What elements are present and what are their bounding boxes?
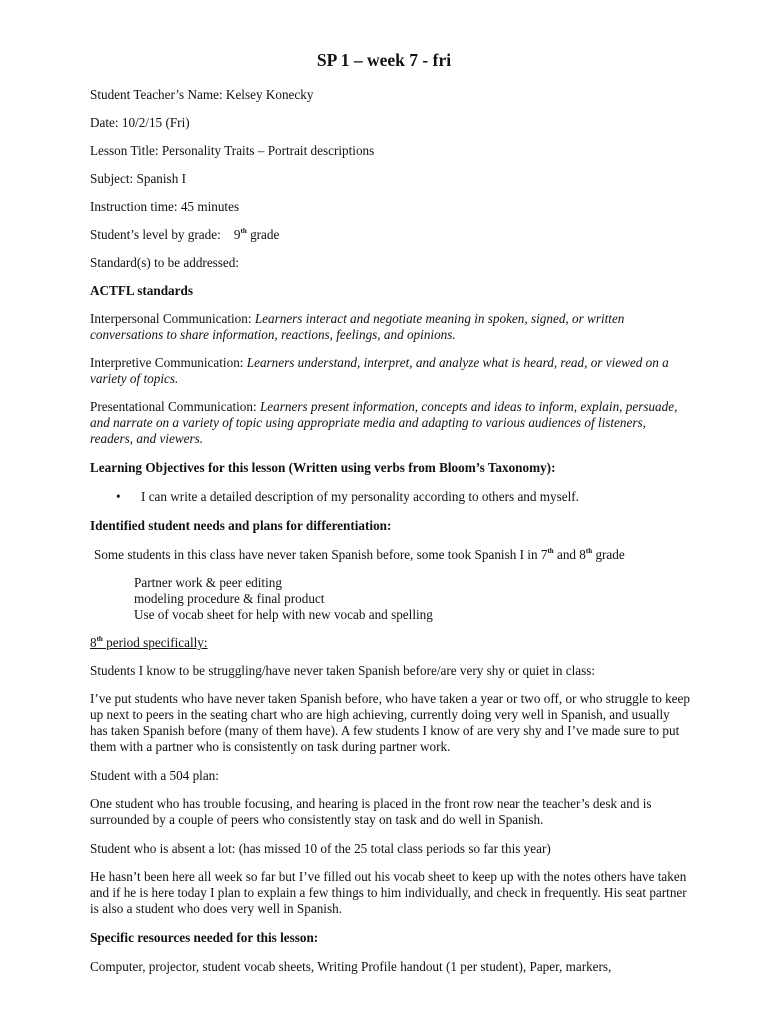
interpersonal-text: Learners interact and negotiate meaning in spoken, signed, or written conversations to share information, reactions, feelings, and opinions. [90,311,625,342]
absent-paragraph: He hasn’t been here all week so far but I’ve filled out his vocab sheet to keep up with the notes others have taken and if he is here today I plan to explain a few things to him individually, and check in frequently. His seat partner is also a student who does very well in Spanish. [90,869,687,916]
period-num: 8 [90,635,97,650]
absent-label: Student who is absent a lot: (has missed 10 of the 25 total class periods so far this year) [90,841,551,856]
needs-sup-1: th [547,547,554,555]
presentational-label: Presentational Communication: [90,399,260,414]
needs-intro [94,547,694,563]
needs-intro-a: Some students in this class have never taken Spanish before, some took Spanish I in 7 [94,547,548,562]
plan-item: modeling procedure & final product [134,591,325,606]
resources-text: Computer, projector, student vocab sheets, Writing Profile handout (1 per student), Paper, markers, [90,959,612,974]
presentational-standard [90,399,690,447]
needs-heading: Identified student needs and plans for differentiation: [90,518,392,533]
interpersonal-label: Interpersonal Communication: [90,311,255,326]
interpretive-text: Learners understand, interpret, and analyze what is heard, read, or viewed on a variety of topics. [90,355,669,386]
student-level [90,227,690,243]
interpretive-label: Interpretive Communication: [90,355,247,370]
teacher-name: Student Teacher’s Name: Kelsey Konecky [90,87,314,102]
student-level-suffix: grade [246,227,280,242]
plan-item: Use of vocab sheet for help with new vocab and spelling [134,607,433,622]
needs-intro-b: and 8 [553,547,586,562]
interpretive-standard [90,355,690,387]
plan504-label: Student with a 504 plan: [90,768,219,783]
period-sup: th [96,635,103,643]
resources-heading: Specific resources needed for this lesson: [90,930,319,945]
student-level-prefix: Student’s level by grade: 9 [90,227,241,242]
actfl-heading: ACTFL standards [90,283,193,298]
lesson-date: Date: 10/2/15 (Fri) [90,115,190,130]
plan-item: Partner work & peer editing [134,575,282,590]
objectives-heading: Learning Objectives for this lesson (Written using verbs from Bloom’s Taxonomy): [90,460,556,475]
document-title: SP 1 – week 7 - fri [316,50,452,70]
plan504-paragraph: One student who has trouble focusing, and hearing is placed in the front row near the teacher’s desk and is surrounded by a couple of peers who consistently stay on task and do well in Spanish. [90,796,652,827]
subject: Subject: Spanish I [90,171,186,186]
presentational-text: Learners present information, concepts and ideas to inform, explain, persuade, and narrate on a variety of topic using appropriate media and adapting to various audiences of listeners, readers, and viewers. [90,399,678,446]
standards-label: Standard(s) to be addressed: [90,255,240,270]
struggling-label: Students I know to be struggling/have never taken Spanish before/are very shy or quiet in class: [90,663,596,678]
struggling-paragraph: I’ve put students who have never taken Spanish before, who have taken a year or two off, or who struggle to keep up next to peers in the seating chart who are high achieving, currently doing very well in Spanish, and usually has taken Spanish before (many of them have). A few students I know of are very shy and I’ve made sure to put them with a partner who is consistently on task during partner work. [90,691,690,754]
lesson-title: Lesson Title: Personality Traits – Portrait descriptions [90,143,375,158]
objective-item: I can write a detailed description of my personality according to others and myself. [141,489,579,504]
instruction-time: Instruction time: 45 minutes [90,199,240,214]
needs-sup-2: th [585,547,593,555]
interpersonal-standard [90,311,690,343]
needs-intro-c: grade [592,547,625,562]
student-level-sup: th [240,227,247,235]
period-label [90,635,690,651]
period-rest: period specifically: [102,635,208,650]
bullet-icon: • [116,489,121,504]
